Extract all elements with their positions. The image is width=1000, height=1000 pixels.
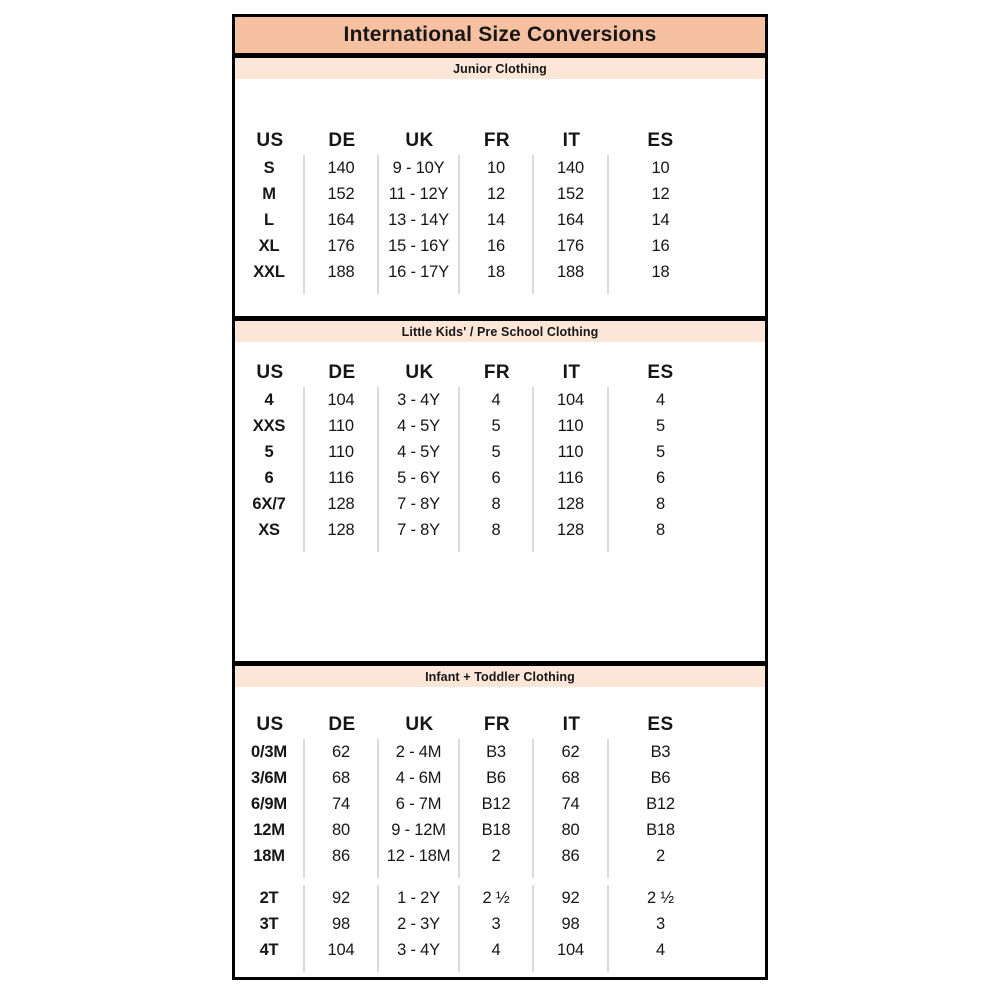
cell-de: 188 — [305, 259, 379, 285]
cell-uk: 13 - 14Y — [379, 207, 460, 233]
filler-cell — [712, 155, 765, 181]
cell-es: 18 — [651, 262, 670, 281]
cell-us: 5 — [235, 439, 305, 465]
cell-fr: B6 — [460, 765, 534, 791]
filler-cell — [712, 127, 765, 154]
cell-us: 2T — [235, 885, 305, 911]
cell-fr: 2 — [460, 843, 534, 869]
column-header-de: DE — [328, 361, 356, 383]
cell-it: 110 — [534, 413, 609, 439]
size-row — [235, 491, 765, 517]
size-row — [235, 439, 765, 465]
cell-us: XXL — [235, 259, 305, 285]
cell-it: 152 — [534, 181, 609, 207]
filler-cell — [712, 285, 765, 294]
cell-it: 98 — [534, 911, 609, 937]
cell-es: 2 ½ — [647, 888, 674, 907]
column-header-fr: FR — [483, 713, 511, 735]
size-row — [235, 387, 765, 413]
separator-tail-row — [235, 963, 765, 972]
spacer — [235, 687, 765, 711]
separator-tail-cell — [534, 963, 609, 972]
cell-es: 5 — [656, 416, 665, 435]
cell-it: 176 — [534, 233, 609, 259]
separator-tail-cell — [609, 869, 712, 878]
separator-tail-cell — [235, 963, 305, 972]
separator-tail-cell — [460, 543, 534, 552]
little-kids-size-table — [235, 359, 765, 552]
cell-es: 2 — [656, 846, 665, 865]
cell-de: 86 — [305, 843, 379, 869]
cell-de: 140 — [305, 155, 379, 181]
infant-toddler-size-table — [235, 711, 765, 972]
cell-de: 116 — [305, 465, 379, 491]
cell-fr: 3 — [460, 911, 534, 937]
section-header-infant-toddler: Infant + Toddler Clothing — [235, 666, 765, 687]
cell-uk: 5 - 6Y — [379, 465, 460, 491]
separator-tail-cell — [460, 285, 534, 294]
cell-de: 176 — [305, 233, 379, 259]
separator-tail-cell — [305, 869, 379, 878]
cell-it: 62 — [534, 739, 609, 765]
cell-es: 14 — [651, 210, 670, 229]
filler-cell — [712, 387, 765, 413]
cell-de: 110 — [305, 439, 379, 465]
cell-fr: 6 — [460, 465, 534, 491]
cell-fr: 5 — [460, 413, 534, 439]
cell-it: 164 — [534, 207, 609, 233]
size-row — [235, 465, 765, 491]
filler-cell — [712, 869, 765, 878]
cell-de: 62 — [305, 739, 379, 765]
cell-es: B6 — [650, 768, 671, 787]
cell-uk: 4 - 5Y — [379, 439, 460, 465]
size-row — [235, 233, 765, 259]
separator-tail-cell — [609, 963, 712, 972]
header-row — [235, 711, 765, 738]
cell-fr: B3 — [460, 739, 534, 765]
column-header-es: ES — [647, 713, 674, 735]
size-conversion-chart — [232, 14, 768, 980]
separator-tail-cell — [379, 543, 460, 552]
filler-cell — [712, 817, 765, 843]
cell-es: B12 — [646, 794, 675, 813]
cell-fr: 8 — [460, 517, 534, 543]
filler-cell — [712, 765, 765, 791]
filler-cell — [712, 465, 765, 491]
filler-cell — [712, 791, 765, 817]
cell-us: XXS — [235, 413, 305, 439]
cell-us: 3/6M — [235, 765, 305, 791]
column-header-fr: FR — [483, 361, 511, 383]
junior-size-table — [235, 127, 765, 294]
cell-us: 4T — [235, 937, 305, 963]
cell-it: 116 — [534, 465, 609, 491]
section-header-junior: Junior Clothing — [235, 58, 765, 79]
cell-uk: 16 - 17Y — [379, 259, 460, 285]
cell-de: 98 — [305, 911, 379, 937]
cell-fr: 5 — [460, 439, 534, 465]
cell-uk: 3 - 4Y — [379, 387, 460, 413]
spacer — [235, 79, 765, 127]
cell-uk: 9 - 12M — [379, 817, 460, 843]
header-row — [235, 127, 765, 154]
separator-tail-cell — [534, 543, 609, 552]
size-row-group — [235, 739, 765, 878]
cell-fr: 10 — [460, 155, 534, 181]
cell-it: 140 — [534, 155, 609, 181]
filler-cell — [712, 963, 765, 972]
separator-tail-cell — [460, 869, 534, 878]
separator-tail-cell — [379, 285, 460, 294]
filler-cell — [712, 543, 765, 552]
cell-de: 128 — [305, 491, 379, 517]
cell-us: XS — [235, 517, 305, 543]
size-row-group — [235, 387, 765, 552]
size-row — [235, 791, 765, 817]
cell-uk: 4 - 5Y — [379, 413, 460, 439]
spacer — [235, 342, 765, 359]
cell-uk: 1 - 2Y — [379, 885, 460, 911]
separator-tail-row — [235, 869, 765, 878]
cell-it: 80 — [534, 817, 609, 843]
filler-cell — [712, 439, 765, 465]
filler-cell — [712, 911, 765, 937]
cell-fr: 4 — [460, 387, 534, 413]
cell-de: 68 — [305, 765, 379, 791]
cell-es: 10 — [651, 158, 670, 177]
cell-it: 128 — [534, 491, 609, 517]
section-junior-clothing — [232, 55, 768, 319]
filler-cell — [712, 937, 765, 963]
column-header-uk: UK — [405, 361, 434, 383]
separator-tail-cell — [379, 963, 460, 972]
cell-it: 104 — [534, 387, 609, 413]
cell-uk: 7 - 8Y — [379, 491, 460, 517]
cell-uk: 11 - 12Y — [379, 181, 460, 207]
cell-es: B3 — [650, 742, 671, 761]
separator-tail-cell — [305, 963, 379, 972]
size-row — [235, 517, 765, 543]
section-header-little-kids: Little Kids' / Pre School Clothing — [235, 321, 765, 342]
column-header-us: US — [256, 713, 284, 735]
column-header-us: US — [256, 129, 284, 151]
cell-es: 5 — [656, 442, 665, 461]
cell-de: 80 — [305, 817, 379, 843]
cell-es: 4 — [656, 940, 665, 959]
separator-tail-cell — [305, 285, 379, 294]
cell-it: 188 — [534, 259, 609, 285]
filler-cell — [712, 359, 765, 386]
column-header-es: ES — [647, 361, 674, 383]
cell-de: 92 — [305, 885, 379, 911]
size-row — [235, 885, 765, 911]
cell-de: 74 — [305, 791, 379, 817]
cell-fr: 18 — [460, 259, 534, 285]
column-header-it: IT — [562, 713, 581, 735]
separator-tail-cell — [460, 963, 534, 972]
filler-cell — [712, 711, 765, 738]
cell-uk: 2 - 3Y — [379, 911, 460, 937]
filler-cell — [712, 491, 765, 517]
cell-uk: 15 - 16Y — [379, 233, 460, 259]
cell-fr: 4 — [460, 937, 534, 963]
size-row — [235, 413, 765, 439]
cell-de: 128 — [305, 517, 379, 543]
filler-cell — [712, 207, 765, 233]
size-row — [235, 817, 765, 843]
column-header-it: IT — [562, 361, 581, 383]
filler-cell — [712, 739, 765, 765]
separator-tail-cell — [534, 285, 609, 294]
cell-it: 86 — [534, 843, 609, 869]
cell-es: 8 — [656, 520, 665, 539]
cell-us: 0/3M — [235, 739, 305, 765]
cell-it: 74 — [534, 791, 609, 817]
cell-us: 6X/7 — [235, 491, 305, 517]
separator-tail-cell — [609, 285, 712, 294]
cell-es: 8 — [656, 494, 665, 513]
filler-cell — [712, 181, 765, 207]
size-row — [235, 259, 765, 285]
cell-uk: 6 - 7M — [379, 791, 460, 817]
cell-us: 18M — [235, 843, 305, 869]
filler-cell — [712, 413, 765, 439]
column-header-it: IT — [562, 129, 581, 151]
column-header-uk: UK — [405, 129, 434, 151]
column-header-us: US — [256, 361, 284, 383]
filler-cell — [712, 885, 765, 911]
cell-de: 164 — [305, 207, 379, 233]
size-row — [235, 937, 765, 963]
cell-de: 104 — [305, 937, 379, 963]
size-row — [235, 181, 765, 207]
filler-cell — [712, 843, 765, 869]
column-header-es: ES — [647, 129, 674, 151]
filler-cell — [712, 233, 765, 259]
size-row — [235, 843, 765, 869]
cell-fr: B12 — [460, 791, 534, 817]
cell-fr: 12 — [460, 181, 534, 207]
column-header-de: DE — [328, 129, 356, 151]
separator-tail-row — [235, 543, 765, 552]
cell-it: 92 — [534, 885, 609, 911]
cell-fr: 8 — [460, 491, 534, 517]
cell-uk: 9 - 10Y — [379, 155, 460, 181]
cell-uk: 7 - 8Y — [379, 517, 460, 543]
size-row — [235, 207, 765, 233]
cell-fr: 14 — [460, 207, 534, 233]
separator-tail-cell — [235, 285, 305, 294]
column-header-de: DE — [328, 713, 356, 735]
cell-uk: 12 - 18M — [379, 843, 460, 869]
column-header-fr: FR — [483, 129, 511, 151]
cell-es: 12 — [651, 184, 670, 203]
cell-it: 110 — [534, 439, 609, 465]
cell-de: 110 — [305, 413, 379, 439]
cell-de: 152 — [305, 181, 379, 207]
cell-uk: 3 - 4Y — [379, 937, 460, 963]
column-header-uk: UK — [405, 713, 434, 735]
cell-es: 16 — [651, 236, 670, 255]
size-row-group — [235, 155, 765, 294]
section-infant-toddler-clothing — [232, 663, 768, 980]
cell-fr: B18 — [460, 817, 534, 843]
cell-uk: 2 - 4M — [379, 739, 460, 765]
cell-es: 3 — [656, 914, 665, 933]
size-row-group — [235, 885, 765, 972]
separator-tail-cell — [305, 543, 379, 552]
cell-fr: 2 ½ — [460, 885, 534, 911]
cell-es: 6 — [656, 468, 665, 487]
filler-cell — [712, 259, 765, 285]
separator-tail-cell — [235, 869, 305, 878]
cell-us: S — [235, 155, 305, 181]
separator-tail-cell — [379, 869, 460, 878]
size-row — [235, 739, 765, 765]
cell-us: XL — [235, 233, 305, 259]
section-little-kids-clothing — [232, 318, 768, 664]
header-row — [235, 359, 765, 386]
separator-tail-cell — [235, 543, 305, 552]
cell-us: 6 — [235, 465, 305, 491]
cell-it: 68 — [534, 765, 609, 791]
chart-title: International Size Conversions — [232, 14, 768, 56]
cell-us: 4 — [235, 387, 305, 413]
separator-tail-cell — [609, 543, 712, 552]
cell-us: 3T — [235, 911, 305, 937]
separator-tail-cell — [534, 869, 609, 878]
cell-it: 128 — [534, 517, 609, 543]
size-row — [235, 911, 765, 937]
cell-de: 104 — [305, 387, 379, 413]
cell-us: 12M — [235, 817, 305, 843]
cell-uk: 4 - 6M — [379, 765, 460, 791]
filler-cell — [712, 517, 765, 543]
cell-es: 4 — [656, 390, 665, 409]
cell-us: M — [235, 181, 305, 207]
cell-es: B18 — [646, 820, 675, 839]
cell-it: 104 — [534, 937, 609, 963]
cell-us: 6/9M — [235, 791, 305, 817]
size-row — [235, 155, 765, 181]
cell-us: L — [235, 207, 305, 233]
separator-tail-row — [235, 285, 765, 294]
cell-fr: 16 — [460, 233, 534, 259]
size-row — [235, 765, 765, 791]
